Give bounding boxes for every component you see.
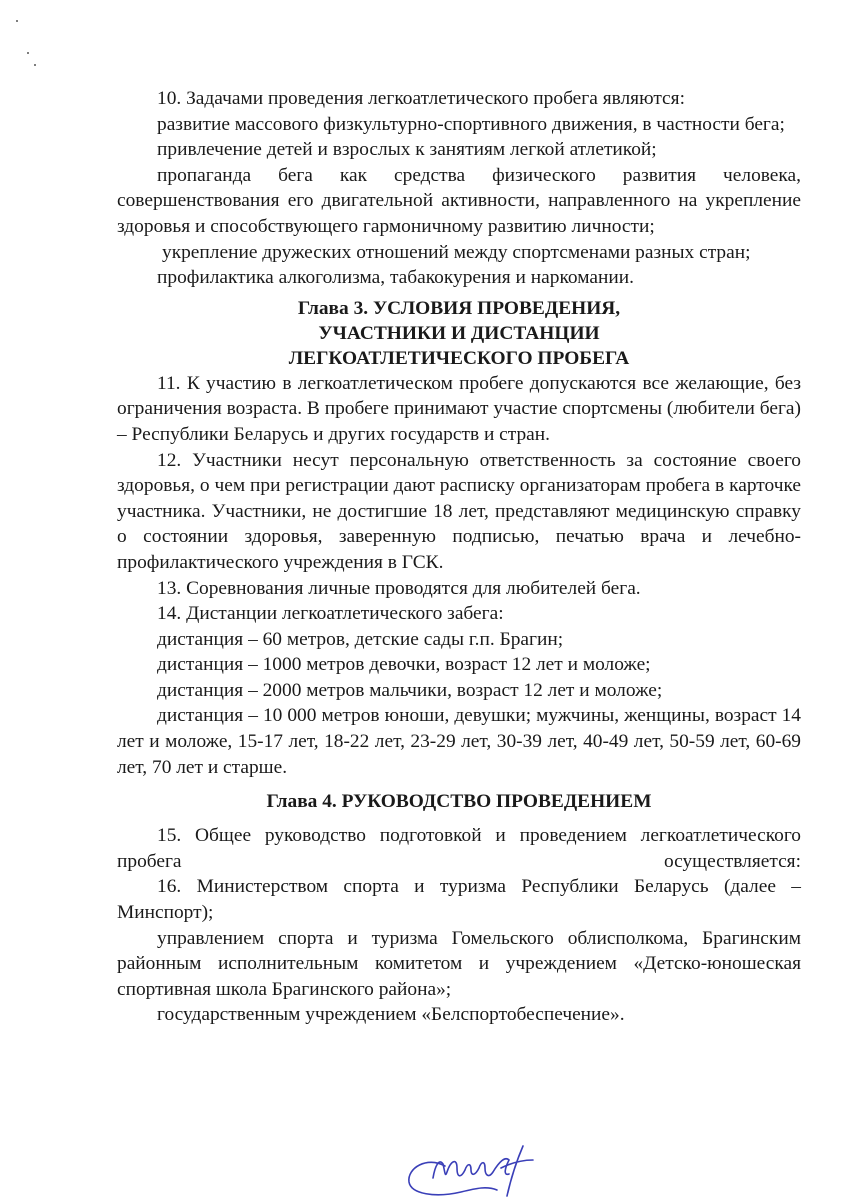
distance-1000m: дистанция – 1000 метров девочки, возраст 12 лет и моложе; — [157, 654, 651, 676]
chapter-3-line-3: ЛЕГКОАТЛЕТИЧЕСКОГО ПРОБЕГА — [288, 347, 630, 369]
chapter-3-line-1: Глава 3. УСЛОВИЯ ПРОВЕДЕНИЯ, — [297, 297, 621, 319]
item-12: 12. Участники несут персональную ответственность за состояние своего здоровья, о чем при регистрации дают расписку организаторам пробега в карточке участника. Участники, не достигшие 18 лет, представляют медицинскую справку о состоянии здоровья, заверенную подписью, печатью врача и лечебно-профилактического учреждения в ГСК. — [117, 449, 801, 573]
scan-speck — [16, 20, 18, 22]
task-propaganda: пропаганда бега как средства физического развития человека, совершенствования его двигательной активности, направленного на укрепление здоровья и способствующего гармоничному развитию личности; — [117, 164, 801, 237]
chapter-4-heading: Глава 4. РУКОВОДСТВО ПРОВЕДЕНИЕМ — [266, 791, 652, 813]
organizers-regional: управлением спорта и туризма Гомельского облисполкома, Брагинским районным исполнительным комитетом и учреждением «Детско-юношеская спортивная школа Брагинского района»; — [117, 927, 801, 1000]
document-body — [117, 86, 801, 1028]
scan-speck — [27, 52, 29, 54]
item-11: 11. К участию в легкоатлетическом пробеге допускаются все желающие, без ограничения возраста. В пробеге принимают участие спортсмены (любители бега) – Республики Беларусь и других государств и стран. — [117, 372, 801, 445]
task-friendship: укрепление дружеских отношений между спортсменами разных стран; — [162, 241, 751, 263]
chapter-3-heading — [117, 296, 801, 371]
distance-60m: дистанция – 60 метров, детские сады г.п. Брагин; — [157, 628, 564, 650]
distance-2000m: дистанция – 2000 метров мальчики, возраст 12 лет и моложе; — [157, 679, 663, 701]
organizers-belsport: государственным учреждением «Белспортобеспечение». — [157, 1004, 625, 1026]
item-16: 16. Министерством спорта и туризма Республики Беларусь (далее – Минспорт); — [117, 876, 801, 924]
item-13: 13. Соревнования личные проводятся для любителей бега. — [157, 577, 641, 599]
distance-10000m: дистанция – 10 000 метров юноши, девушки; мужчины, женщины, возраст 14 лет и моложе, 15-17 лет, 18-22 лет, 23-29 лет, 30-39 лет, 40-49 лет, 50-59 лет, 60-69 лет, 70 лет и старше. — [117, 705, 801, 778]
chapter-3-line-2: УЧАСТНИКИ И ДИСТАНЦИИ — [318, 322, 600, 344]
handwritten-signature — [405, 1138, 555, 1200]
item-14: 14. Дистанции легкоатлетического забега: — [157, 603, 504, 625]
item-10: 10. Задачами проведения легкоатлетического пробега являются: — [157, 88, 685, 109]
item-15: 15. Общее руководство подготовкой и проведением легкоатлетического пробега осуществляется: — [117, 825, 801, 872]
task-prevention: профилактика алкоголизма, табакокурения и наркомании. — [157, 267, 634, 289]
task-mass-sport: развитие массового физкультурно-спортивного движения, в частности бега; — [157, 113, 785, 135]
scan-speck — [34, 64, 36, 66]
task-involvement: привлечение детей и взрослых к занятиям легкой атлетикой; — [157, 139, 657, 161]
